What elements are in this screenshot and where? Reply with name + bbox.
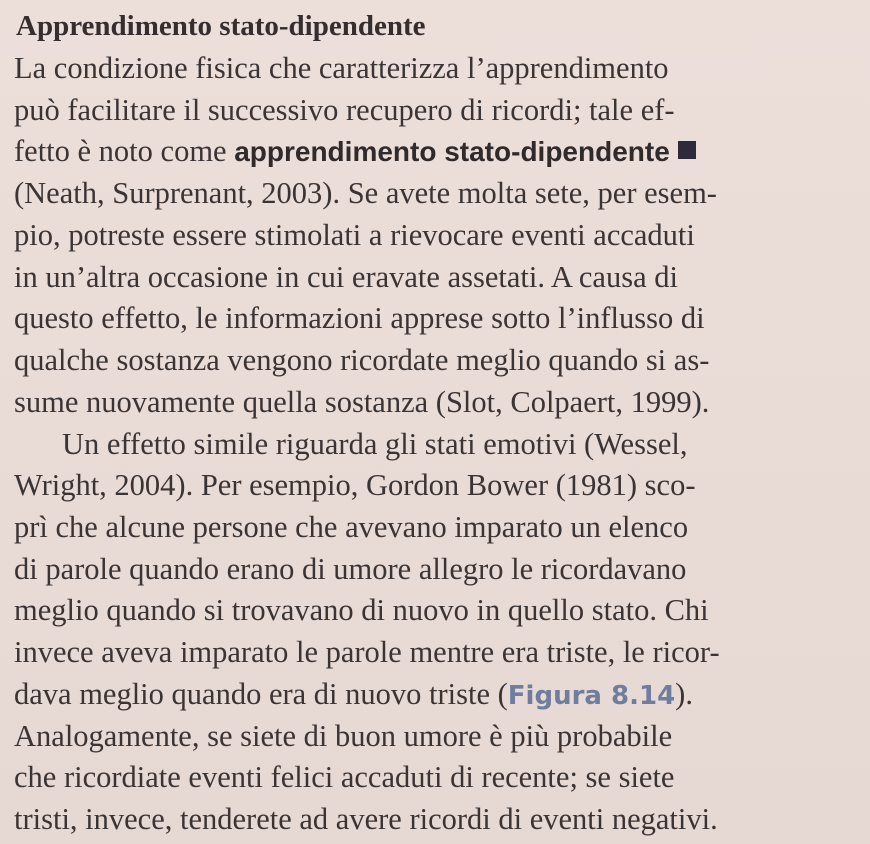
section-heading: Apprendimento stato-dipendente bbox=[16, 10, 426, 42]
text-fragment: ). bbox=[675, 677, 693, 711]
text-line: Wright, 2004). Per esempio, Gordon Bower (1981) sco- bbox=[14, 468, 696, 502]
text-line: in un’altra occasione in cui eravate assetati. A causa di bbox=[14, 260, 678, 294]
text-fragment: dava meglio quando era di nuovo triste ( bbox=[14, 677, 508, 711]
text-line: qualche sostanza vengono ricordate meglio quando si as- bbox=[14, 343, 710, 377]
text-line: può facilitare il successivo recupero di ricordi; tale ef- bbox=[14, 93, 675, 127]
text-line: invece aveva imparato le parole mentre era triste, le ricor- bbox=[14, 635, 720, 669]
text-line: di parole quando erano di umore allegro le ricordavano bbox=[14, 552, 687, 586]
text-line: tristi, invece, tenderete ad avere ricordi di eventi negativi. bbox=[14, 802, 718, 836]
text-line bbox=[14, 673, 693, 717]
text-line: pio, potreste essere stimolati a rievocare eventi accaduti bbox=[14, 218, 695, 252]
text-line: Un effetto simile riguarda gli stati emotivi (Wessel, bbox=[62, 427, 688, 461]
square-marker-icon bbox=[678, 141, 696, 159]
text-line: meglio quando si trovavano di nuovo in quello stato. Chi bbox=[14, 593, 709, 627]
text-line: prì che alcune persone che avevano imparato un elenco bbox=[14, 510, 689, 544]
text-line: sume nuovamente quella sostanza (Slot, Colpaert, 1999). bbox=[14, 385, 710, 419]
text-line: che ricordiate eventi felici accaduti di recente; se siete bbox=[14, 760, 675, 794]
figure-reference-link: Figura 8.14 bbox=[507, 681, 676, 711]
text-line: La condizione fisica che caratterizza l’apprendimento bbox=[14, 51, 669, 85]
text-line: questo effetto, le informazioni apprese sotto l’influsso di bbox=[14, 301, 705, 335]
text-line: Analogamente, se siete di buon umore è più probabile bbox=[14, 719, 673, 753]
text-line bbox=[14, 130, 696, 173]
key-term: apprendimento stato-dipendente bbox=[234, 136, 670, 167]
text-fragment: fetto è noto come bbox=[14, 134, 235, 168]
text-line: (Neath, Surprenant, 2003). Se avete molta sete, per esem- bbox=[14, 176, 717, 210]
